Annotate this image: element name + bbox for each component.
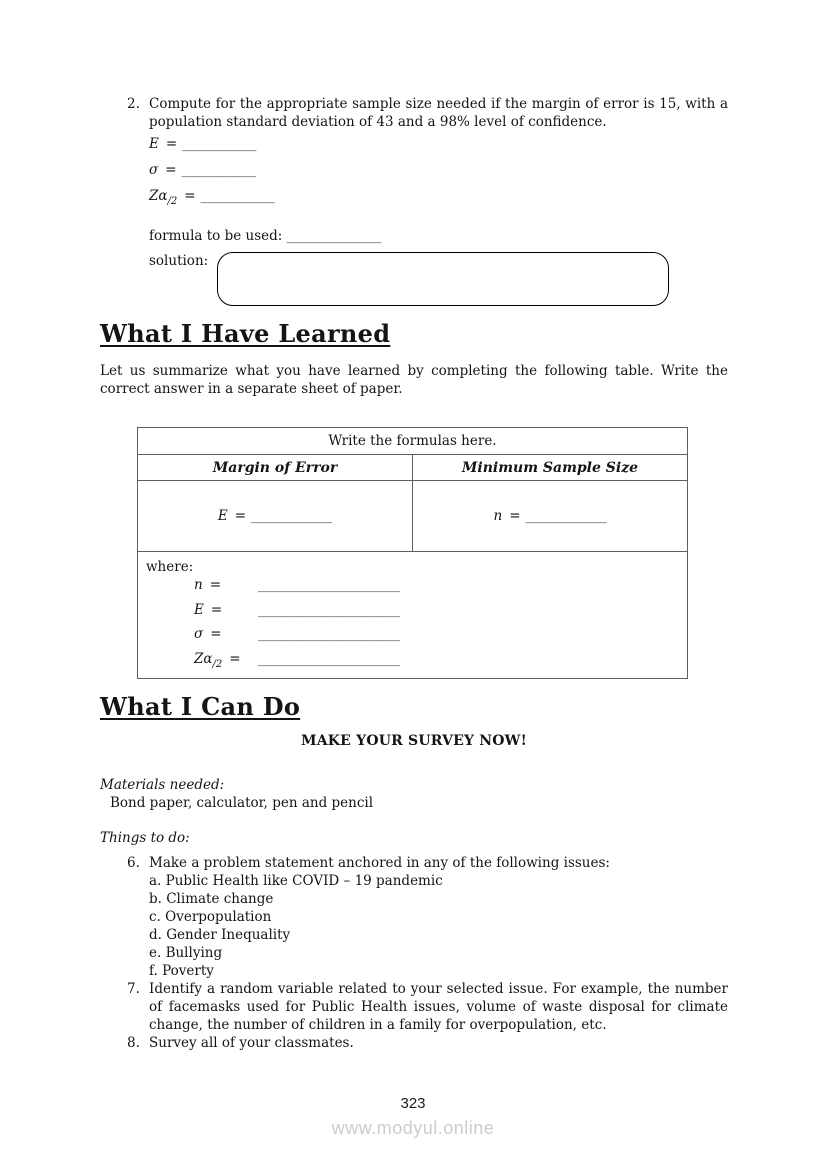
formula-label: formula to be used: bbox=[149, 228, 283, 244]
where-row-sigma bbox=[194, 625, 679, 650]
equals-sign: = bbox=[234, 508, 247, 524]
where-row-E bbox=[194, 601, 679, 626]
solution-label: solution: bbox=[149, 253, 209, 269]
subitem-e: e. Bullying bbox=[149, 945, 223, 961]
subitem-c: c. Overpopulation bbox=[149, 909, 272, 925]
var-z-alpha-sub: /2 bbox=[167, 196, 178, 207]
section-heading-what-i-have-learned: What I Have Learned bbox=[100, 319, 391, 348]
column-header-minimum-sample-size: Minimum Sample Size bbox=[413, 455, 688, 481]
var-z-alpha-sub: /2 bbox=[212, 658, 223, 670]
blank-line: _____________________ bbox=[258, 626, 400, 642]
page-number: 323 bbox=[400, 1095, 426, 1112]
where-row-z bbox=[194, 650, 679, 675]
var-E: E bbox=[194, 601, 204, 618]
learned-intro-paragraph: Let us summarize what you have learned by completing the following table. Write the correct answer in a separate sheet of paper. bbox=[100, 363, 728, 397]
equals-sign: = bbox=[210, 601, 223, 618]
todo-item-6 bbox=[127, 854, 728, 980]
var-n: n bbox=[194, 577, 203, 593]
blank-line: ____________ bbox=[525, 508, 607, 524]
blank-line-z: ___________ bbox=[200, 188, 275, 204]
things-to-do-label: Things to do: bbox=[100, 830, 190, 846]
item-text: Make a problem statement anchored in any of the following issues: bbox=[149, 855, 610, 871]
solution-line bbox=[149, 252, 728, 306]
column-header-margin-of-error: Margin of Error bbox=[138, 455, 413, 481]
formula-line bbox=[149, 227, 728, 245]
subitem-f: f. Poverty bbox=[149, 963, 214, 979]
var-E: E bbox=[217, 508, 228, 524]
item-text-wrap bbox=[149, 854, 728, 980]
subitem-d: d. Gender Inequality bbox=[149, 927, 291, 943]
blank-line-E: ___________ bbox=[182, 136, 257, 152]
given-row-E bbox=[149, 134, 728, 160]
var-E: E bbox=[149, 136, 159, 152]
equals-sign: = bbox=[165, 162, 177, 178]
blank-line: _____________________ bbox=[258, 650, 400, 667]
equals-sign: = bbox=[509, 508, 521, 524]
given-row-sigma bbox=[149, 160, 728, 186]
exercise-number: 2. bbox=[127, 96, 140, 112]
item-number: 8. bbox=[127, 1035, 140, 1051]
item-number: 6. bbox=[127, 855, 140, 871]
materials-needed-label: Materials needed: bbox=[100, 777, 225, 793]
issue-subitems bbox=[149, 872, 728, 980]
minimum-sample-size-formula-cell bbox=[413, 481, 688, 552]
var-n: n bbox=[493, 508, 503, 524]
item-text: Identify a random variable related to your selected issue. For example, the number of facemasks used for Public Health issues, volume of waste disposal for climate change, the number of children in a family for overpopulation, etc. bbox=[149, 981, 728, 1033]
formula-blank-line: ______________ bbox=[286, 228, 382, 244]
table-title-cell: Write the formulas here. bbox=[138, 428, 688, 455]
equals-sign: = bbox=[184, 188, 196, 204]
equals-sign: = bbox=[209, 577, 222, 593]
given-row-z bbox=[149, 186, 728, 212]
section-heading-what-i-can-do: What I Can Do bbox=[100, 692, 301, 721]
item-text: Survey all of your classmates. bbox=[149, 1035, 354, 1051]
subitem-a: a. Public Health like COVID – 19 pandemic bbox=[149, 873, 443, 889]
watermark-text: www.modyul.online bbox=[331, 1118, 495, 1138]
var-sigma: σ bbox=[149, 162, 159, 178]
where-row-n bbox=[194, 576, 679, 601]
var-z-alpha: Zα bbox=[149, 188, 168, 204]
equals-sign: = bbox=[165, 136, 178, 152]
given-values bbox=[149, 134, 728, 212]
where-definitions-cell bbox=[138, 552, 688, 679]
equals-sign: = bbox=[229, 650, 241, 667]
survey-banner: MAKE YOUR SURVEY NOW! bbox=[301, 733, 527, 749]
exercise-item-2 bbox=[127, 95, 728, 131]
where-label: where: bbox=[146, 559, 194, 575]
var-z-alpha: Zα bbox=[194, 650, 213, 667]
blank-line: _____________________ bbox=[258, 601, 400, 618]
var-sigma: σ bbox=[194, 626, 204, 642]
blank-line: ____________ bbox=[251, 508, 333, 524]
blank-line-sigma: ___________ bbox=[181, 162, 256, 178]
formulas-table bbox=[137, 427, 688, 679]
todo-item-8 bbox=[127, 1034, 728, 1052]
todo-item-7 bbox=[127, 980, 728, 1034]
exercise-prompt: Compute for the appropriate sample size needed if the margin of error is 15, with a population standard deviation of 43 and a 98% level of confidence. bbox=[149, 96, 728, 130]
page-content bbox=[100, 95, 728, 1052]
things-to-do-list bbox=[100, 854, 728, 1052]
item-number: 7. bbox=[127, 981, 140, 997]
solution-answer-box bbox=[217, 252, 669, 306]
margin-of-error-formula-cell bbox=[138, 481, 413, 552]
equals-sign: = bbox=[210, 626, 222, 642]
subitem-b: b. Climate change bbox=[149, 891, 274, 907]
blank-line: _____________________ bbox=[258, 577, 400, 593]
materials-list: Bond paper, calculator, pen and pencil bbox=[110, 795, 374, 811]
